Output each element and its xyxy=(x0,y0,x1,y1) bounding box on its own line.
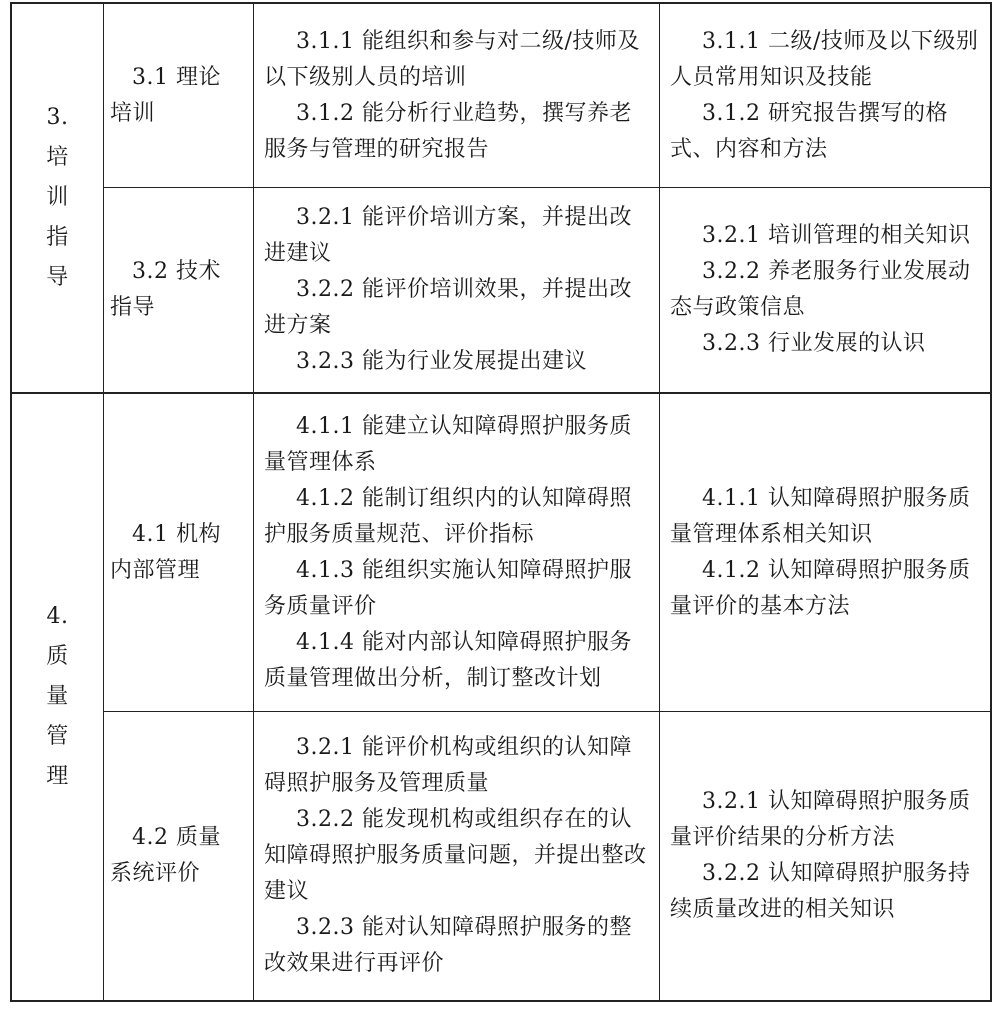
knowledge-item: 3.2.3 行业发展的认识 xyxy=(702,331,926,356)
unit-line: 系统评价 xyxy=(110,861,201,886)
category-line: 训 xyxy=(46,185,69,210)
knowledge-item: 3.1.1 二级/技师及以下级别人员常用知识及技能 xyxy=(670,28,979,90)
unit-line: 3.2 技术 xyxy=(132,259,221,284)
knowledge-item: 3.2.2 认知障碍照护服务持续质量改进的相关知识 xyxy=(670,861,971,922)
knowledge-item: 4.1.1 认知障碍照护服务质量管理体系相关知识 xyxy=(670,485,971,547)
content-cell-4-2 xyxy=(254,712,659,1000)
category-line: 指 xyxy=(46,225,69,250)
knowledge-item: 4.1.2 认知障碍照护服务质量评价的基本方法 xyxy=(670,557,971,619)
category-line: 量 xyxy=(46,684,69,709)
category-cell-quality xyxy=(12,394,103,1000)
content-item: 3.2.1 能评价机构或组织的认知障碍照护服务及管理质量 xyxy=(264,735,632,796)
content-item: 4.1.4 能对内部认知障碍照护服务质量管理做出分析，制订整改计划 xyxy=(264,629,632,691)
content-item: 4.1.1 能建立认知障碍照护服务质量管理体系 xyxy=(264,413,632,475)
content-cell-4-1 xyxy=(254,394,659,711)
knowledge-cell-4-1 xyxy=(660,394,990,711)
knowledge-cell-4-2 xyxy=(660,712,990,1000)
knowledge-cell-3-2 xyxy=(660,188,990,392)
content-item: 3.2.3 能对认知障碍照护服务的整改效果进行再评价 xyxy=(264,915,632,976)
unit-line: 内部管理 xyxy=(110,557,201,583)
content-item: 3.2.3 能为行业发展提出建议 xyxy=(296,349,587,374)
content-item: 3.1.2 能分析行业趋势，撰写养老服务与管理的研究报告 xyxy=(264,100,632,162)
category-line: 理 xyxy=(46,764,69,789)
category-line: 管 xyxy=(46,724,69,749)
unit-cell-4-1 xyxy=(104,394,253,711)
content-item: 3.2.2 能发现机构或组织存在的认知障碍照护服务质量问题，并提出整改建议 xyxy=(264,807,647,904)
skills-table xyxy=(10,2,992,1002)
knowledge-cell-3-1 xyxy=(660,4,990,187)
unit-line: 4.2 质量 xyxy=(132,825,221,850)
unit-line: 指导 xyxy=(110,295,156,320)
unit-line: 4.1 机构 xyxy=(132,521,221,547)
unit-line: 培训 xyxy=(110,100,156,126)
category-line: 质 xyxy=(46,644,69,669)
content-item: 4.1.2 能制订组织内的认知障碍照护服务质量规范、评价指标 xyxy=(264,485,632,547)
unit-cell-4-2 xyxy=(104,712,253,1000)
content-cell-3-1 xyxy=(254,4,659,187)
content-item: 4.1.3 能组织实施认知障碍照护服务质量评价 xyxy=(264,557,632,619)
category-line: 培 xyxy=(46,145,69,170)
knowledge-item: 3.2.2 养老服务行业发展动态与政策信息 xyxy=(670,259,971,320)
category-line: 3. xyxy=(46,105,69,130)
category-line: 导 xyxy=(46,265,69,290)
content-item: 3.2.1 能评价培训方案，并提出改进建议 xyxy=(264,205,632,266)
knowledge-item: 3.2.1 认知障碍照护服务质量评价结果的分析方法 xyxy=(670,789,971,850)
content-item: 3.2.2 能评价培训效果，并提出改进方案 xyxy=(264,277,632,338)
knowledge-item: 3.2.1 培训管理的相关知识 xyxy=(702,223,971,248)
unit-cell-3-1 xyxy=(104,4,253,187)
content-item: 3.1.1 能组织和参与对二级/技师及以下级别人员的培训 xyxy=(264,28,640,90)
unit-line: 3.1 理论 xyxy=(132,64,221,90)
category-cell-training xyxy=(12,4,103,392)
content-cell-3-2 xyxy=(254,188,659,392)
knowledge-item: 3.1.2 研究报告撰写的格式、内容和方法 xyxy=(670,100,948,162)
unit-cell-3-2 xyxy=(104,188,253,392)
category-line: 4. xyxy=(46,604,69,629)
